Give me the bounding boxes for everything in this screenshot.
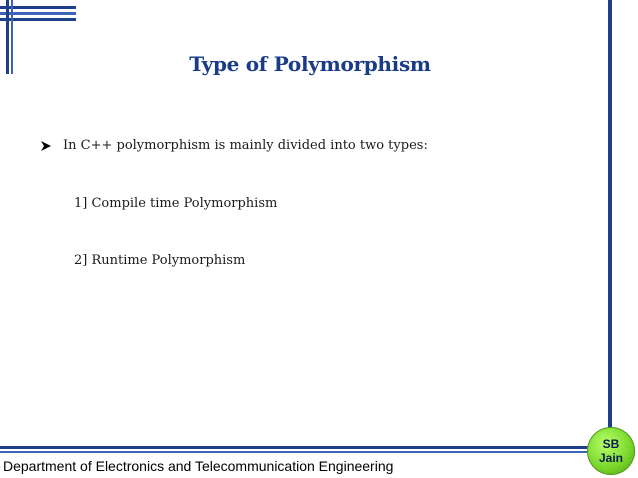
- logo-line-2: Jain: [598, 451, 623, 465]
- frame-bottom-line-2: [0, 451, 612, 453]
- bullet-text: In C++ polymorphism is mainly divided into two types:: [63, 138, 428, 153]
- list-item-compile-time: 1] Compile time Polymorphism: [74, 196, 278, 211]
- sb-jain-logo: [587, 427, 635, 475]
- frame-bottom-line-1: [0, 446, 612, 449]
- list-item-runtime: 2] Runtime Polymorphism: [74, 253, 246, 268]
- footer-department: Department of Electronics and Telecommunication Engineering: [3, 458, 394, 474]
- logo-line-1: SB: [602, 437, 620, 451]
- slide-title: Type of Polymorphism: [189, 52, 431, 76]
- bullet-item: [40, 138, 428, 153]
- arrowhead-bullet-icon: [40, 140, 53, 152]
